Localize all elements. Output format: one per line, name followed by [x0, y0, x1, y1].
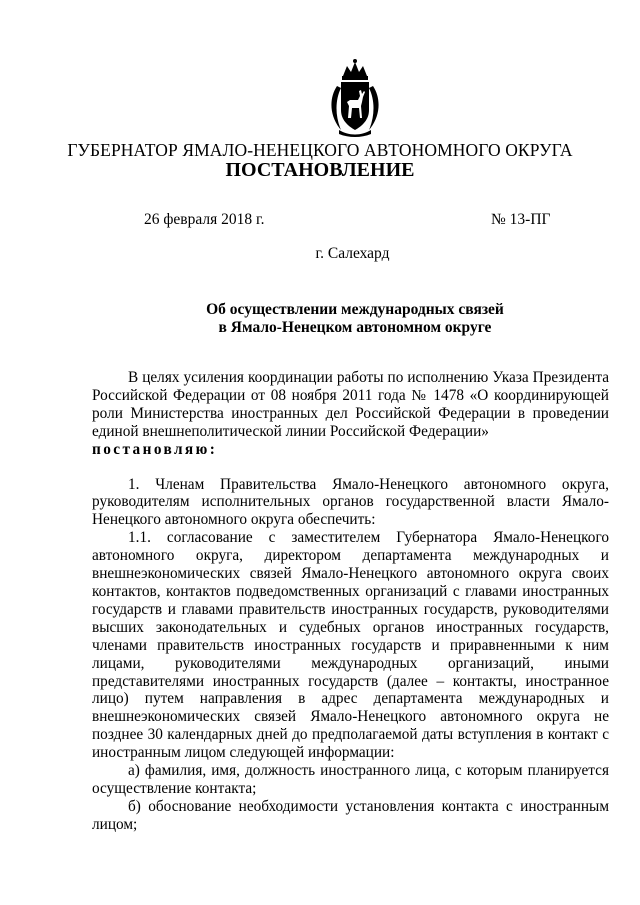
document-date: 26 февраля 2018 г. — [144, 211, 265, 228]
document-body — [92, 369, 609, 834]
item-b-paragraph: б) обоснование необходимости установления контакта с иностранным лицом; — [92, 797, 609, 833]
document-number: № 13-ПГ — [491, 211, 551, 228]
coat-of-arms-icon — [325, 58, 385, 138]
item-1-paragraph: 1. Членам Правительства Ямало-Ненецкого автономного округа, руководителям исполнительных органов государственной власти Ямало-Ненецкого автономного округа обеспечить: — [92, 475, 609, 529]
item-a-paragraph: а) фамилия, имя, должность иностранного лица, с которым планируется осуществление контакта; — [92, 762, 609, 797]
document-title-line-1: Об осуществлении международных связей — [206, 301, 504, 318]
document-title — [0, 301, 640, 337]
preamble-paragraph: В целях усиления координации работы по исполнению Указа Президента Российской Федерации от 08 ноября 2011 года № 1478 «О координирующей роли Министерства иностранных дел Российской Федерации в проведении единой внешнеполитической линии Российской Федерации» — [92, 369, 609, 440]
document-type: ПОСТАНОВЛЕНИЕ — [225, 159, 415, 181]
item-1-1-paragraph: 1.1. согласование с заместителем Губернатора Ямало-Ненецкого автономного округа, директором департамента международных и внешнеэкономических связей Ямало-Ненецкого автономного округа своих контактов, контактов подведомственных организаций с главами иностранных государств и главами правительств иностранных государств, руководителями высших законодательных и судебных органов иностранных государств, членами правительств иностранных государств и приравненными к ним лицами, руководителями международных организаций, иными представителями иностранных государств (далее – контакты, иностранное лицо) путем направления в адрес департамента международных и внешнеэкономических связей Ямало-Ненецкого автономного округа не позднее 30 календарных дней до предполагаемой даты вступления в контакт с иностранным лицом следующей информации: — [92, 529, 609, 762]
resolve-word: постановляю: — [92, 440, 218, 458]
document-title-line-2: в Ямало-Ненецком автономном округе — [218, 319, 492, 336]
paragraph-gap — [92, 459, 609, 476]
issuing-authority: ГУБЕРНАТОР ЯМАЛО-НЕНЕЦКОГО АВТОНОМНОГО ОКРУГА — [67, 140, 573, 160]
document-city: г. Салехард — [315, 245, 390, 262]
